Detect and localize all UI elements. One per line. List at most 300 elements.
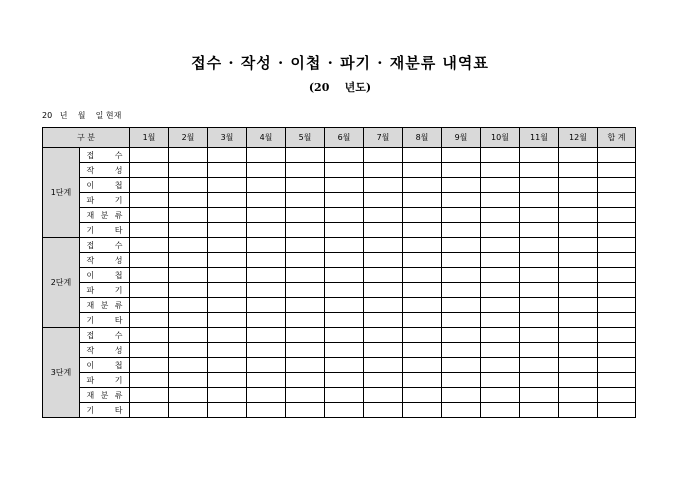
month-cell[interactable] bbox=[208, 403, 247, 418]
month-cell[interactable] bbox=[520, 178, 559, 193]
total-cell[interactable] bbox=[598, 343, 636, 358]
month-cell[interactable] bbox=[559, 178, 598, 193]
month-cell[interactable] bbox=[442, 373, 481, 388]
month-cell[interactable] bbox=[559, 388, 598, 403]
category-cell bbox=[80, 163, 130, 178]
stage-label: 3단계 bbox=[43, 328, 80, 418]
month-cell[interactable] bbox=[169, 298, 208, 313]
month-cell[interactable] bbox=[247, 328, 286, 343]
month-cell[interactable] bbox=[481, 343, 520, 358]
month-cell[interactable] bbox=[442, 148, 481, 163]
category-label: 이 첩 bbox=[86, 270, 123, 280]
category-cell bbox=[80, 328, 130, 343]
month-cell[interactable] bbox=[247, 283, 286, 298]
month-cell[interactable] bbox=[130, 193, 169, 208]
header-month: 11월 bbox=[520, 128, 559, 148]
month-cell[interactable] bbox=[169, 358, 208, 373]
month-cell[interactable] bbox=[481, 268, 520, 283]
table-body bbox=[43, 148, 636, 418]
month-cell[interactable] bbox=[325, 343, 364, 358]
month-cell[interactable] bbox=[520, 238, 559, 253]
month-cell[interactable] bbox=[169, 373, 208, 388]
category-label: 파 기 bbox=[86, 285, 123, 295]
month-cell[interactable] bbox=[286, 298, 325, 313]
category-cell bbox=[80, 358, 130, 373]
month-cell[interactable] bbox=[364, 283, 403, 298]
table-row bbox=[43, 403, 636, 418]
month-cell[interactable] bbox=[247, 388, 286, 403]
month-cell[interactable] bbox=[364, 298, 403, 313]
month-cell[interactable] bbox=[169, 163, 208, 178]
month-cell[interactable] bbox=[442, 283, 481, 298]
month-cell[interactable] bbox=[442, 328, 481, 343]
table-row bbox=[43, 148, 636, 163]
category-cell bbox=[80, 343, 130, 358]
month-cell[interactable] bbox=[442, 163, 481, 178]
month-cell[interactable] bbox=[208, 313, 247, 328]
month-cell[interactable] bbox=[325, 208, 364, 223]
as-of-date: 20 년 월 일 현재 bbox=[42, 111, 122, 120]
total-cell[interactable] bbox=[598, 283, 636, 298]
month-cell[interactable] bbox=[130, 343, 169, 358]
month-cell[interactable] bbox=[559, 283, 598, 298]
header-month: 4월 bbox=[247, 128, 286, 148]
month-cell[interactable] bbox=[325, 358, 364, 373]
month-cell[interactable] bbox=[559, 268, 598, 283]
month-cell[interactable] bbox=[403, 208, 442, 223]
month-cell[interactable] bbox=[481, 313, 520, 328]
month-cell[interactable] bbox=[247, 403, 286, 418]
month-cell[interactable] bbox=[559, 358, 598, 373]
category-label: 재 분 류 bbox=[86, 210, 123, 220]
month-cell[interactable] bbox=[286, 193, 325, 208]
category-cell bbox=[80, 238, 130, 253]
category-label: 이 첩 bbox=[86, 180, 123, 190]
month-cell[interactable] bbox=[208, 163, 247, 178]
month-cell[interactable] bbox=[130, 313, 169, 328]
month-cell[interactable] bbox=[286, 268, 325, 283]
month-cell[interactable] bbox=[481, 193, 520, 208]
month-cell[interactable] bbox=[247, 208, 286, 223]
month-cell[interactable] bbox=[520, 343, 559, 358]
table-row bbox=[43, 193, 636, 208]
category-cell bbox=[80, 313, 130, 328]
month-cell[interactable] bbox=[169, 388, 208, 403]
month-cell[interactable] bbox=[130, 373, 169, 388]
month-cell[interactable] bbox=[481, 403, 520, 418]
month-cell[interactable] bbox=[403, 268, 442, 283]
month-cell[interactable] bbox=[130, 253, 169, 268]
month-cell[interactable] bbox=[247, 313, 286, 328]
category-cell bbox=[80, 298, 130, 313]
month-cell[interactable] bbox=[364, 148, 403, 163]
header-month: 6월 bbox=[325, 128, 364, 148]
month-cell[interactable] bbox=[130, 238, 169, 253]
category-cell bbox=[80, 373, 130, 388]
month-cell[interactable] bbox=[130, 268, 169, 283]
month-cell[interactable] bbox=[325, 403, 364, 418]
month-cell[interactable] bbox=[325, 283, 364, 298]
month-cell[interactable] bbox=[559, 193, 598, 208]
month-cell[interactable] bbox=[520, 313, 559, 328]
stage-label: 2단계 bbox=[43, 238, 80, 328]
month-cell[interactable] bbox=[520, 358, 559, 373]
total-cell[interactable] bbox=[598, 208, 636, 223]
month-cell[interactable] bbox=[169, 193, 208, 208]
category-label: 기 타 bbox=[86, 225, 123, 235]
header-month: 1월 bbox=[130, 128, 169, 148]
month-cell[interactable] bbox=[364, 208, 403, 223]
month-cell[interactable] bbox=[169, 238, 208, 253]
table-row bbox=[43, 358, 636, 373]
month-cell[interactable] bbox=[325, 223, 364, 238]
header-total: 합 계 bbox=[598, 128, 636, 148]
month-cell[interactable] bbox=[403, 148, 442, 163]
month-cell[interactable] bbox=[364, 328, 403, 343]
month-cell[interactable] bbox=[286, 328, 325, 343]
month-cell[interactable] bbox=[247, 193, 286, 208]
category-cell bbox=[80, 193, 130, 208]
month-cell[interactable] bbox=[442, 313, 481, 328]
month-cell[interactable] bbox=[208, 208, 247, 223]
month-cell[interactable] bbox=[403, 163, 442, 178]
month-cell[interactable] bbox=[442, 208, 481, 223]
month-cell[interactable] bbox=[130, 148, 169, 163]
month-cell[interactable] bbox=[247, 298, 286, 313]
month-cell[interactable] bbox=[130, 358, 169, 373]
month-cell[interactable] bbox=[403, 298, 442, 313]
table-row bbox=[43, 283, 636, 298]
category-label: 작 성 bbox=[86, 345, 123, 355]
month-cell[interactable] bbox=[364, 223, 403, 238]
month-cell[interactable] bbox=[325, 373, 364, 388]
record-table bbox=[42, 127, 636, 418]
category-label: 접 수 bbox=[86, 150, 123, 160]
month-cell[interactable] bbox=[325, 193, 364, 208]
category-label: 접 수 bbox=[86, 240, 123, 250]
month-cell[interactable] bbox=[325, 148, 364, 163]
month-cell[interactable] bbox=[520, 298, 559, 313]
month-cell[interactable] bbox=[403, 328, 442, 343]
total-cell[interactable] bbox=[598, 403, 636, 418]
month-cell[interactable] bbox=[208, 283, 247, 298]
month-cell[interactable] bbox=[247, 163, 286, 178]
month-cell[interactable] bbox=[481, 163, 520, 178]
month-cell[interactable] bbox=[559, 253, 598, 268]
month-cell[interactable] bbox=[247, 373, 286, 388]
total-cell[interactable] bbox=[598, 268, 636, 283]
month-cell[interactable] bbox=[559, 208, 598, 223]
month-cell[interactable] bbox=[364, 343, 403, 358]
month-cell[interactable] bbox=[286, 148, 325, 163]
month-cell[interactable] bbox=[520, 223, 559, 238]
month-cell[interactable] bbox=[247, 223, 286, 238]
table-row bbox=[43, 343, 636, 358]
month-cell[interactable] bbox=[442, 388, 481, 403]
table-header bbox=[43, 128, 636, 148]
category-label: 이 첩 bbox=[86, 360, 123, 370]
month-cell[interactable] bbox=[130, 328, 169, 343]
month-cell[interactable] bbox=[286, 163, 325, 178]
category-label: 작 성 bbox=[86, 255, 123, 265]
month-cell[interactable] bbox=[481, 238, 520, 253]
month-cell[interactable] bbox=[286, 388, 325, 403]
category-label: 기 타 bbox=[86, 405, 123, 415]
month-cell[interactable] bbox=[481, 328, 520, 343]
month-cell[interactable] bbox=[208, 388, 247, 403]
month-cell[interactable] bbox=[520, 268, 559, 283]
month-cell[interactable] bbox=[208, 178, 247, 193]
header-month: 7월 bbox=[364, 128, 403, 148]
month-cell[interactable] bbox=[364, 193, 403, 208]
month-cell[interactable] bbox=[403, 358, 442, 373]
month-cell[interactable] bbox=[286, 403, 325, 418]
month-cell[interactable] bbox=[208, 328, 247, 343]
month-cell[interactable] bbox=[481, 358, 520, 373]
month-cell[interactable] bbox=[481, 298, 520, 313]
month-cell[interactable] bbox=[520, 328, 559, 343]
month-cell[interactable] bbox=[481, 148, 520, 163]
month-cell[interactable] bbox=[520, 163, 559, 178]
month-cell[interactable] bbox=[286, 373, 325, 388]
month-cell[interactable] bbox=[286, 238, 325, 253]
total-cell[interactable] bbox=[598, 148, 636, 163]
month-cell[interactable] bbox=[481, 283, 520, 298]
month-cell[interactable] bbox=[481, 253, 520, 268]
month-cell[interactable] bbox=[208, 253, 247, 268]
month-cell[interactable] bbox=[247, 253, 286, 268]
month-cell[interactable] bbox=[364, 253, 403, 268]
month-cell[interactable] bbox=[286, 343, 325, 358]
month-cell[interactable] bbox=[364, 373, 403, 388]
total-cell[interactable] bbox=[598, 178, 636, 193]
month-cell[interactable] bbox=[520, 283, 559, 298]
category-cell bbox=[80, 223, 130, 238]
month-cell[interactable] bbox=[208, 358, 247, 373]
month-cell[interactable] bbox=[169, 148, 208, 163]
month-cell[interactable] bbox=[559, 298, 598, 313]
month-cell[interactable] bbox=[403, 373, 442, 388]
month-cell[interactable] bbox=[364, 313, 403, 328]
table-row bbox=[43, 253, 636, 268]
stage-label: 1단계 bbox=[43, 148, 80, 238]
header-month: 3월 bbox=[208, 128, 247, 148]
month-cell[interactable] bbox=[169, 223, 208, 238]
month-cell[interactable] bbox=[442, 403, 481, 418]
month-cell[interactable] bbox=[559, 373, 598, 388]
header-month: 10월 bbox=[481, 128, 520, 148]
month-cell[interactable] bbox=[364, 178, 403, 193]
month-cell[interactable] bbox=[208, 343, 247, 358]
month-cell[interactable] bbox=[325, 388, 364, 403]
total-cell[interactable] bbox=[598, 223, 636, 238]
month-cell[interactable] bbox=[208, 298, 247, 313]
month-cell[interactable] bbox=[169, 253, 208, 268]
table-row bbox=[43, 268, 636, 283]
month-cell[interactable] bbox=[247, 238, 286, 253]
month-cell[interactable] bbox=[481, 388, 520, 403]
header-category: 구 분 bbox=[43, 128, 130, 148]
month-cell[interactable] bbox=[442, 178, 481, 193]
table-row bbox=[43, 208, 636, 223]
category-cell bbox=[80, 253, 130, 268]
month-cell[interactable] bbox=[403, 343, 442, 358]
month-cell[interactable] bbox=[169, 178, 208, 193]
month-cell[interactable] bbox=[325, 253, 364, 268]
month-cell[interactable] bbox=[247, 358, 286, 373]
total-cell[interactable] bbox=[598, 328, 636, 343]
month-cell[interactable] bbox=[247, 148, 286, 163]
year-subtitle: (20 년도) bbox=[308, 81, 372, 94]
total-cell[interactable] bbox=[598, 313, 636, 328]
table-row bbox=[43, 178, 636, 193]
month-cell[interactable] bbox=[403, 283, 442, 298]
month-cell[interactable] bbox=[559, 238, 598, 253]
month-cell[interactable] bbox=[286, 178, 325, 193]
table-row bbox=[43, 298, 636, 313]
table-row bbox=[43, 388, 636, 403]
month-cell[interactable] bbox=[481, 373, 520, 388]
month-cell[interactable] bbox=[130, 403, 169, 418]
month-cell[interactable] bbox=[520, 373, 559, 388]
month-cell[interactable] bbox=[364, 388, 403, 403]
month-cell[interactable] bbox=[130, 163, 169, 178]
month-cell[interactable] bbox=[130, 298, 169, 313]
month-cell[interactable] bbox=[442, 343, 481, 358]
table-row bbox=[43, 163, 636, 178]
month-cell[interactable] bbox=[559, 148, 598, 163]
month-cell[interactable] bbox=[559, 163, 598, 178]
month-cell[interactable] bbox=[286, 313, 325, 328]
category-cell bbox=[80, 268, 130, 283]
month-cell[interactable] bbox=[364, 403, 403, 418]
month-cell[interactable] bbox=[325, 313, 364, 328]
month-cell[interactable] bbox=[169, 208, 208, 223]
month-cell[interactable] bbox=[403, 403, 442, 418]
month-cell[interactable] bbox=[481, 223, 520, 238]
total-cell[interactable] bbox=[598, 253, 636, 268]
month-cell[interactable] bbox=[442, 238, 481, 253]
table-row bbox=[43, 223, 636, 238]
month-cell[interactable] bbox=[286, 283, 325, 298]
header-month: 8월 bbox=[403, 128, 442, 148]
month-cell[interactable] bbox=[325, 328, 364, 343]
month-cell[interactable] bbox=[130, 208, 169, 223]
month-cell[interactable] bbox=[481, 178, 520, 193]
month-cell[interactable] bbox=[559, 403, 598, 418]
month-cell[interactable] bbox=[208, 373, 247, 388]
month-cell[interactable] bbox=[364, 238, 403, 253]
month-cell[interactable] bbox=[559, 313, 598, 328]
total-cell[interactable] bbox=[598, 388, 636, 403]
category-cell bbox=[80, 403, 130, 418]
month-cell[interactable] bbox=[559, 343, 598, 358]
month-cell[interactable] bbox=[403, 253, 442, 268]
month-cell[interactable] bbox=[442, 268, 481, 283]
month-cell[interactable] bbox=[325, 268, 364, 283]
month-cell[interactable] bbox=[442, 298, 481, 313]
total-cell[interactable] bbox=[598, 163, 636, 178]
month-cell[interactable] bbox=[169, 328, 208, 343]
month-cell[interactable] bbox=[442, 253, 481, 268]
month-cell[interactable] bbox=[286, 208, 325, 223]
month-cell[interactable] bbox=[325, 178, 364, 193]
page-title: 접수 · 작성 · 이첩 · 파기 · 재분류 내역표 bbox=[191, 54, 489, 72]
month-cell[interactable] bbox=[520, 148, 559, 163]
month-cell[interactable] bbox=[364, 268, 403, 283]
month-cell[interactable] bbox=[559, 223, 598, 238]
month-cell[interactable] bbox=[325, 238, 364, 253]
month-cell[interactable] bbox=[208, 223, 247, 238]
month-cell[interactable] bbox=[325, 163, 364, 178]
month-cell[interactable] bbox=[208, 148, 247, 163]
month-cell[interactable] bbox=[169, 343, 208, 358]
month-cell[interactable] bbox=[130, 388, 169, 403]
month-cell[interactable] bbox=[403, 388, 442, 403]
month-cell[interactable] bbox=[442, 358, 481, 373]
total-cell[interactable] bbox=[598, 298, 636, 313]
month-cell[interactable] bbox=[481, 208, 520, 223]
month-cell[interactable] bbox=[403, 223, 442, 238]
month-cell[interactable] bbox=[442, 223, 481, 238]
month-cell[interactable] bbox=[520, 208, 559, 223]
month-cell[interactable] bbox=[169, 268, 208, 283]
month-cell[interactable] bbox=[208, 193, 247, 208]
table-row bbox=[43, 373, 636, 388]
month-cell[interactable] bbox=[520, 193, 559, 208]
table-row bbox=[43, 328, 636, 343]
month-cell[interactable] bbox=[286, 223, 325, 238]
total-cell[interactable] bbox=[598, 373, 636, 388]
month-cell[interactable] bbox=[364, 163, 403, 178]
month-cell[interactable] bbox=[286, 253, 325, 268]
category-label: 기 타 bbox=[86, 315, 123, 325]
month-cell[interactable] bbox=[247, 178, 286, 193]
month-cell[interactable] bbox=[169, 313, 208, 328]
month-cell[interactable] bbox=[403, 178, 442, 193]
category-label: 작 성 bbox=[86, 165, 123, 175]
month-cell[interactable] bbox=[247, 343, 286, 358]
month-cell[interactable] bbox=[364, 358, 403, 373]
total-cell[interactable] bbox=[598, 193, 636, 208]
month-cell[interactable] bbox=[559, 328, 598, 343]
total-cell[interactable] bbox=[598, 238, 636, 253]
month-cell[interactable] bbox=[208, 238, 247, 253]
month-cell[interactable] bbox=[520, 388, 559, 403]
category-cell bbox=[80, 148, 130, 163]
month-cell[interactable] bbox=[130, 283, 169, 298]
month-cell[interactable] bbox=[169, 403, 208, 418]
month-cell[interactable] bbox=[403, 313, 442, 328]
month-cell[interactable] bbox=[169, 283, 208, 298]
month-cell[interactable] bbox=[286, 358, 325, 373]
month-cell[interactable] bbox=[130, 223, 169, 238]
header-month: 12월 bbox=[559, 128, 598, 148]
month-cell[interactable] bbox=[442, 193, 481, 208]
month-cell[interactable] bbox=[130, 178, 169, 193]
month-cell[interactable] bbox=[247, 268, 286, 283]
month-cell[interactable] bbox=[403, 193, 442, 208]
category-label: 접 수 bbox=[86, 330, 123, 340]
month-cell[interactable] bbox=[325, 298, 364, 313]
month-cell[interactable] bbox=[520, 253, 559, 268]
month-cell[interactable] bbox=[403, 238, 442, 253]
header-month: 5월 bbox=[286, 128, 325, 148]
month-cell[interactable] bbox=[208, 268, 247, 283]
total-cell[interactable] bbox=[598, 358, 636, 373]
table-row bbox=[43, 313, 636, 328]
month-cell[interactable] bbox=[520, 403, 559, 418]
